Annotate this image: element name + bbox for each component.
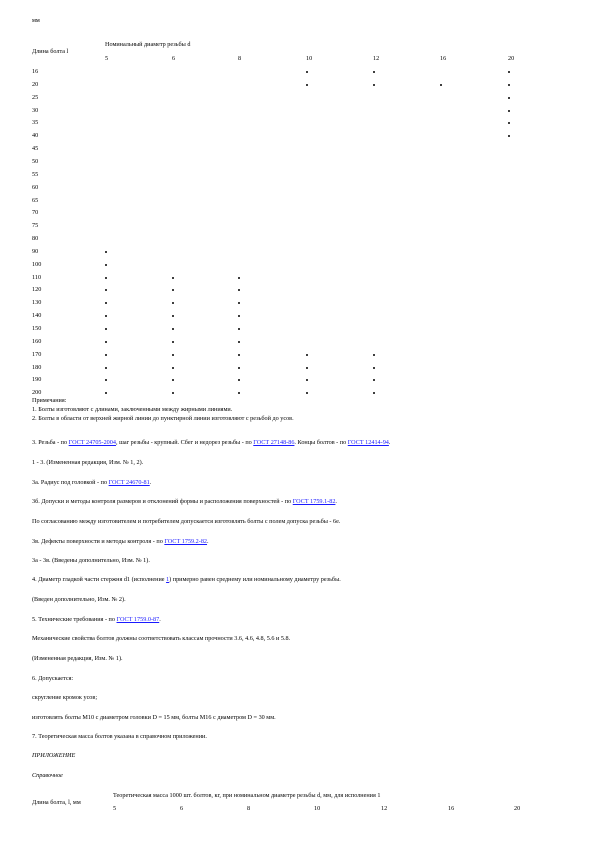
p3v-text-1: 3в. Дефекты поверхности и методы контроля - по [32, 538, 165, 545]
paragraph-4-note: (Введен дополнительно, Изм. № 2). [32, 596, 126, 603]
gost-24670-link[interactable]: ГОСТ 24670-81 [108, 479, 150, 486]
table1-length-16: 16 [32, 68, 39, 75]
table1-group-header: Номинальный диаметр резьбы d [105, 41, 191, 48]
p3-text-2: , шаг резьбы - крупный. Сбег и недорез резьбы - по [115, 439, 254, 446]
table1-length-90: 90 [32, 247, 39, 255]
table1-length-80: 80 [32, 235, 39, 243]
paragraph-3b [32, 499, 337, 505]
table1-mark-l20-d16 [440, 84, 442, 86]
table1-mark-l20-d20 [508, 84, 510, 86]
table1-length-180: 180 [32, 363, 42, 371]
table1-length-50: 50 [32, 157, 39, 165]
p3v-text-2: . [207, 538, 209, 545]
table1-length-75: 75 [32, 222, 39, 230]
note-2: 2. Болты в области от верхней жирной линии до пунктирной линии изготовляют с резьбой до усов. [32, 415, 294, 422]
table1-length-120: 120 [32, 286, 42, 294]
table1-diameter-16: 16 [440, 55, 447, 62]
paragraph-3b-agreement: По согласованию между изготовителем и потребителем допускается изготовлять болты с полем допуска резьбы - 6е. [32, 518, 341, 525]
paragraph-3a-3v-note: 3а - 3в. (Введены дополнительно, Изм. № 1). [32, 557, 150, 564]
table1-mark-l170-d8 [238, 354, 240, 356]
table2-diameter-20: 20 [514, 805, 521, 812]
paragraph-4 [32, 577, 341, 583]
table1-mark-l200-d6 [172, 392, 174, 394]
table1-mark-l180-d5 [105, 367, 107, 369]
p4-text-2: ) примерно равен среднему или номинальному диаметру резьбы. [169, 576, 341, 583]
table2-group-header: Теоретическая масса 1000 шт. болтов, кг, при номинальном диаметре резьбы d, мм, для исполнения 1 [113, 792, 381, 799]
table1-mark-l150-d5 [105, 328, 107, 330]
table1-length-140: 140 [32, 312, 42, 320]
gost-1759-1-link[interactable]: ГОСТ 1759.1-82 [292, 498, 336, 505]
table1-length-35: 35 [32, 119, 39, 127]
table1-diameter-10: 10 [306, 55, 313, 62]
table1-length-25: 25 [32, 93, 39, 101]
table1-length-100: 100 [32, 260, 42, 268]
table1-mark-l130-d5 [105, 302, 107, 304]
table1-mark-l180-d6 [172, 367, 174, 369]
table1-mark-l200-d10 [306, 392, 308, 394]
table1-mark-l40-d20 [508, 135, 510, 137]
notes-title: Примечания: [32, 397, 67, 404]
table1-diameter-20: 20 [508, 55, 515, 62]
table1-mark-l160-d5 [105, 341, 107, 343]
table1-mark-l110-d8 [238, 277, 240, 279]
p3b-text-2: . [335, 498, 337, 505]
p4-text-1: 4. Диаметр гладкой части стержня d1 (исполнение [32, 576, 167, 583]
table1-mark-l30-d20 [508, 110, 510, 112]
appendix-reference: Справочное [32, 772, 63, 779]
table1-mark-l120-d6 [172, 289, 174, 291]
table1-length-60: 60 [32, 183, 39, 191]
table2-diameter-6: 6 [180, 805, 184, 812]
table1-mark-l170-d12 [373, 354, 375, 356]
appendix-title: ПРИЛОЖЕНИЕ [32, 752, 76, 759]
table1-length-200: 200 [32, 389, 42, 397]
paragraph-5-mechanical: Механические свойства болтов должны соответствовать классам прочности 3.6, 4.6, 4.8, 5.6 и 5.8. [32, 635, 291, 642]
table2-diameter-10: 10 [314, 805, 321, 812]
units-label: мм [32, 17, 40, 24]
p3a-text-2: . [149, 479, 152, 486]
table1-length-170: 170 [32, 350, 42, 358]
paragraph-6: 6. Допускается: [32, 675, 74, 682]
table1-mark-l200-d5 [105, 392, 107, 394]
table1-length-70: 70 [32, 209, 39, 217]
table1-mark-l190-d10 [306, 379, 308, 381]
table1-mark-l160-d6 [172, 341, 174, 343]
paragraph-3v [32, 539, 209, 545]
table1-mark-l25-d20 [508, 97, 510, 99]
note-1: 1. Болты изготовляют с длинами, заключенными между жирными линиями. [32, 406, 233, 413]
table1-diameter-5: 5 [105, 55, 109, 62]
table1-mark-l200-d12 [373, 392, 375, 394]
table1-length-65: 65 [32, 196, 39, 204]
table1-mark-l180-d8 [238, 367, 240, 369]
table1-mark-l170-d10 [306, 354, 308, 356]
table1-mark-l35-d20 [508, 122, 510, 124]
paragraph-6a: скругление кромок усов; [32, 694, 98, 701]
gost-1759-0-link[interactable]: ГОСТ 1759.0-87 [116, 616, 160, 623]
p3-text-4: . [388, 439, 391, 446]
gost-27148-link[interactable]: ГОСТ 27148-86 [253, 439, 295, 446]
table1-mark-l200-d8 [238, 392, 240, 394]
table2-diameter-5: 5 [113, 805, 117, 812]
table1-length-160: 160 [32, 337, 42, 345]
p3-text-3: . Концы болтов - по [294, 439, 348, 446]
table1-length-30: 30 [32, 106, 39, 114]
p3-text-1: 3. Резьба - по [32, 439, 69, 446]
table1-mark-l20-d12 [373, 84, 375, 86]
table1-diameter-12: 12 [373, 55, 380, 62]
table1-mark-l140-d6 [172, 315, 174, 317]
table1-length-130: 130 [32, 299, 42, 307]
table1-length-45: 45 [32, 145, 39, 153]
table2-diameter-8: 8 [247, 805, 251, 812]
table1-length-110: 110 [32, 273, 42, 281]
table1-length-40: 40 [32, 132, 39, 140]
table1-mark-l150-d8 [238, 328, 240, 330]
paragraph-3 [32, 440, 390, 446]
table1-mark-l190-d6 [172, 379, 174, 381]
table1-length-190: 190 [32, 376, 42, 384]
paragraph-6b: изготовлять болты М10 с диаметром головки D = 15 мм, болты М16 с диаметром D = 30 мм. [32, 714, 276, 721]
table1-mark-l190-d12 [373, 379, 375, 381]
table1-mark-l180-d12 [373, 367, 375, 369]
table2-diameter-16: 16 [448, 805, 455, 812]
table2-diameter-12: 12 [381, 805, 388, 812]
paragraph-5-note: (Измененная редакция, Изм. № 1). [32, 655, 123, 662]
table1-mark-l120-d8 [238, 289, 240, 291]
table1-mark-l190-d5 [105, 379, 107, 381]
table1-mark-l16-d20 [508, 71, 510, 73]
p5-text-1: 5. Технические требования - по [32, 616, 117, 623]
table1-mark-l180-d10 [306, 367, 308, 369]
table1-diameter-6: 6 [172, 55, 176, 62]
table1-mark-l190-d8 [238, 379, 240, 381]
table1-mark-l100-d5 [105, 264, 107, 266]
table1-mark-l120-d5 [105, 289, 107, 291]
table1-length-55: 55 [32, 170, 39, 178]
table1-mark-l20-d10 [306, 84, 308, 86]
table1-row-header: Длина болта l [32, 48, 69, 55]
table1-mark-l110-d6 [172, 277, 174, 279]
paragraph-7: 7. Теоретическая масса болтов указана в справочном приложении. [32, 733, 207, 740]
table1-mark-l16-d10 [306, 71, 308, 73]
gost-1759-2-link[interactable]: ГОСТ 1759.2-82 [164, 538, 208, 545]
table1-mark-l170-d5 [105, 354, 107, 356]
table1-mark-l130-d6 [172, 302, 174, 304]
gost-24705-link[interactable]: ГОСТ 24705-2004 [68, 439, 116, 446]
table1-mark-l160-d8 [238, 341, 240, 343]
paragraph-1-3-note: 1 - 3. (Измененная редакция, Изм. № 1, 2). [32, 459, 144, 466]
table1-mark-l130-d8 [238, 302, 240, 304]
table1-diameter-8: 8 [238, 55, 242, 62]
p5-text-2: . [159, 616, 161, 623]
paragraph-3a [32, 480, 151, 486]
table1-mark-l16-d12 [373, 71, 375, 73]
table1-mark-l140-d8 [238, 315, 240, 317]
p3a-text-1: 3а. Радиус под головкой - по [32, 479, 109, 486]
table1-length-150: 150 [32, 325, 42, 332]
paragraph-5 [32, 617, 161, 623]
table1-length-20: 20 [32, 80, 39, 88]
table1-mark-l140-d5 [105, 315, 107, 317]
table1-mark-l150-d6 [172, 328, 174, 330]
table1-mark-l90-d5 [105, 251, 107, 253]
p3b-text-1: 3б. Допуски и методы контроля размеров и отклонений формы и расположения поверхностей - по [32, 498, 293, 505]
gost-12414-link[interactable]: ГОСТ 12414-94 [347, 439, 389, 446]
execution-1-link[interactable]: 1 [166, 576, 170, 583]
table2-row-header: Длина болта, l, мм [32, 799, 81, 806]
table1-mark-l170-d6 [172, 354, 174, 356]
table1-mark-l110-d5 [105, 277, 107, 279]
